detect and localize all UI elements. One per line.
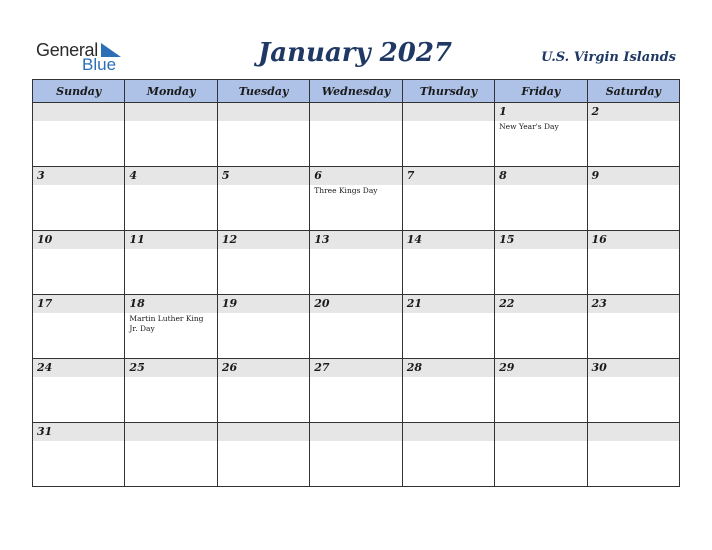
day-number: 20 (310, 295, 401, 313)
day-number: 24 (33, 359, 124, 377)
holiday-label (403, 313, 494, 314)
weekday-header: Monday (125, 80, 217, 103)
day-cell (402, 167, 494, 231)
day-number: 1 (495, 103, 586, 121)
day-number: 8 (495, 167, 586, 185)
day-cell (402, 423, 494, 487)
day-number: 31 (33, 423, 124, 441)
week-row (33, 231, 680, 295)
weekday-header: Friday (495, 80, 587, 103)
day-cell (125, 359, 217, 423)
day-cell (587, 231, 679, 295)
day-number: 26 (218, 359, 309, 377)
day-number: 9 (588, 167, 679, 185)
holiday-label (33, 377, 124, 378)
calendar-grid (32, 79, 680, 487)
day-number: 21 (403, 295, 494, 313)
holiday-label (218, 313, 309, 314)
holiday-label (218, 377, 309, 378)
day-cell (587, 359, 679, 423)
holiday-label (310, 377, 401, 378)
day-number: 5 (218, 167, 309, 185)
weekday-header: Thursday (402, 80, 494, 103)
weekday-header: Tuesday (217, 80, 309, 103)
day-number (310, 423, 401, 441)
weekday-header: Saturday (587, 80, 679, 103)
week-row (33, 295, 680, 359)
day-number (403, 423, 494, 441)
holiday-label (125, 441, 216, 442)
day-number: 4 (125, 167, 216, 185)
holiday-label (495, 377, 586, 378)
day-cell (587, 295, 679, 359)
day-number: 22 (495, 295, 586, 313)
day-cell (125, 167, 217, 231)
day-number: 18 (125, 295, 216, 313)
day-number: 15 (495, 231, 586, 249)
day-cell (125, 423, 217, 487)
week-row (33, 423, 680, 487)
day-number: 7 (403, 167, 494, 185)
holiday-label (33, 249, 124, 250)
day-number: 28 (403, 359, 494, 377)
holiday-label (125, 121, 216, 122)
day-cell (33, 295, 125, 359)
holiday-label (33, 313, 124, 314)
day-cell (310, 423, 402, 487)
day-cell (587, 167, 679, 231)
day-number (125, 423, 216, 441)
day-number: 16 (588, 231, 679, 249)
day-number (33, 103, 124, 121)
holiday-label: Martin Luther King Jr. Day (129, 314, 204, 333)
generalblue-logo (36, 40, 136, 74)
day-cell (310, 103, 402, 167)
day-cell (587, 103, 679, 167)
day-cell (495, 295, 587, 359)
region-label: U.S. Virgin Islands (541, 50, 676, 65)
holiday-label (218, 121, 309, 122)
day-number (218, 103, 309, 121)
day-cell (217, 423, 309, 487)
holiday-label (403, 441, 494, 442)
holiday-label (33, 185, 124, 186)
day-number: 11 (125, 231, 216, 249)
day-cell (125, 231, 217, 295)
weekday-header: Sunday (33, 80, 125, 103)
holiday-label (588, 121, 679, 122)
day-cell (310, 295, 402, 359)
holiday-label (588, 185, 679, 186)
logo-text-general: General (36, 40, 98, 60)
holiday-label (588, 377, 679, 378)
holiday-label (403, 121, 494, 122)
day-cell (217, 231, 309, 295)
holiday-label (495, 185, 586, 186)
day-cell (125, 103, 217, 167)
holiday-label (403, 249, 494, 250)
holiday-label (310, 249, 401, 250)
day-cell (310, 231, 402, 295)
calendar-title: January 2027 (257, 38, 453, 68)
holiday-label (310, 313, 401, 314)
day-number: 12 (218, 231, 309, 249)
holiday-label (403, 185, 494, 186)
holiday-label: New Year's Day (499, 122, 559, 131)
day-number: 30 (588, 359, 679, 377)
day-cell (495, 423, 587, 487)
holiday-label (403, 377, 494, 378)
day-cell (495, 231, 587, 295)
day-cell (33, 167, 125, 231)
logo-text-blue: Blue (82, 55, 117, 74)
week-row (33, 167, 680, 231)
holiday-label: Three Kings Day (314, 186, 378, 195)
day-cell (125, 295, 217, 359)
day-cell (310, 359, 402, 423)
holiday-label (588, 313, 679, 314)
holiday-label (495, 249, 586, 250)
weekday-header: Wednesday (310, 80, 402, 103)
day-number (125, 103, 216, 121)
day-number: 23 (588, 295, 679, 313)
holiday-label (33, 441, 124, 442)
holiday-label (218, 185, 309, 186)
holiday-label (125, 249, 216, 250)
holiday-label (33, 121, 124, 122)
day-cell (402, 231, 494, 295)
day-cell (33, 103, 125, 167)
day-cell (495, 103, 587, 167)
holiday-label (588, 249, 679, 250)
day-number: 6 (310, 167, 401, 185)
day-cell (33, 359, 125, 423)
day-number (588, 423, 679, 441)
day-number (218, 423, 309, 441)
day-number: 2 (588, 103, 679, 121)
holiday-label (588, 441, 679, 442)
day-cell (495, 167, 587, 231)
day-cell (217, 295, 309, 359)
day-number (403, 103, 494, 121)
day-number: 10 (33, 231, 124, 249)
day-number: 13 (310, 231, 401, 249)
holiday-label (310, 121, 401, 122)
week-row (33, 359, 680, 423)
holiday-label (218, 249, 309, 250)
weekday-header-row (33, 80, 680, 103)
day-number (310, 103, 401, 121)
day-number: 3 (33, 167, 124, 185)
holiday-label (495, 441, 586, 442)
day-number: 19 (218, 295, 309, 313)
holiday-label (495, 313, 586, 314)
day-number: 25 (125, 359, 216, 377)
day-number: 27 (310, 359, 401, 377)
day-number: 14 (403, 231, 494, 249)
day-cell (402, 359, 494, 423)
holiday-label (125, 377, 216, 378)
holiday-label (125, 185, 216, 186)
day-cell (402, 295, 494, 359)
day-number: 29 (495, 359, 586, 377)
day-cell (402, 103, 494, 167)
day-cell (217, 167, 309, 231)
day-number: 17 (33, 295, 124, 313)
day-cell (33, 231, 125, 295)
day-cell (33, 423, 125, 487)
holiday-label (310, 441, 401, 442)
day-cell (495, 359, 587, 423)
week-row (33, 103, 680, 167)
day-number (495, 423, 586, 441)
day-cell (310, 167, 402, 231)
day-cell (217, 103, 309, 167)
day-cell (587, 423, 679, 487)
holiday-label (218, 441, 309, 442)
day-cell (217, 359, 309, 423)
